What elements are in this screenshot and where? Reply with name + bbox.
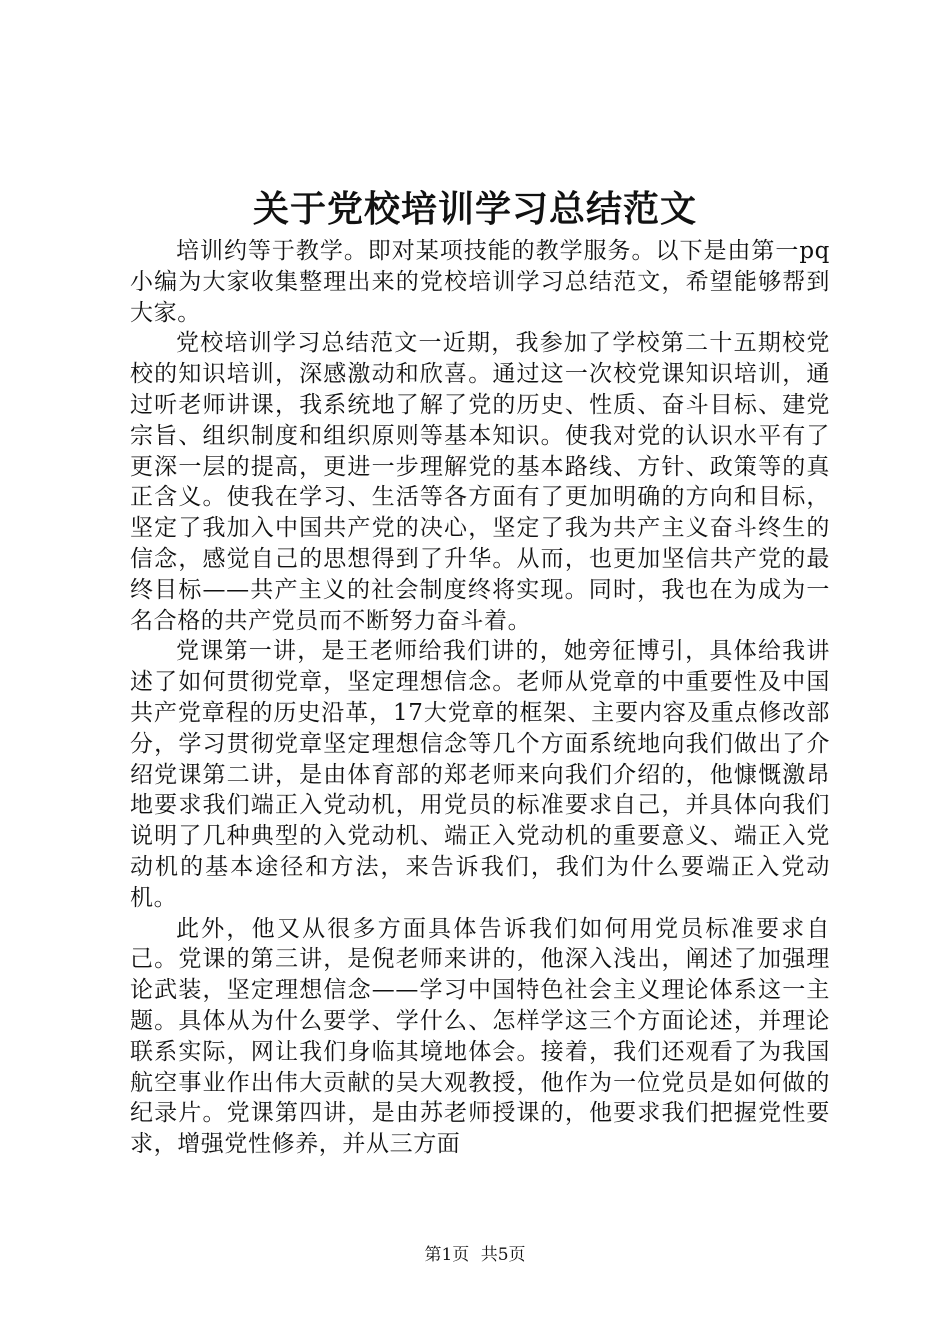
- page-number: 第1页: [424, 1245, 470, 1265]
- paragraph-lecture-three-four: 此外，他又从很多方面具体告诉我们如何用党员标准要求自己。党课的第三讲，是倪老师来讲的，他深入浅出，阐述了加强理论武装，坚定理想信念——学习中国特色社会主义理论体系这一主题。具体从为什么要学、学什么、怎样学这三个方面论述，并理论联系实际，网让我们身临其境地体会。接着，我们还观看了为我国航空事业作出伟大贡献的吴大观教授，他作为一位党员是如何做的纪录片。党课第四讲，是由苏老师授课的，他要求我们把握党性要求，增强党性修养，并从三方面: [130, 915, 830, 1158]
- paragraph-sample-one: 党校培训学习总结范文一近期，我参加了学校第二十五期校党校的知识培训，深感激动和欣喜。通过这一次校党课知识培训，通过听老师讲课，我系统地了解了党的历史、性质、奋斗目标、建党宗旨、组织制度和组织原则等基本知识。使我对党的认识水平有了更深一层的提高，更进一步理解党的基本路线、方针、政策等的真正含义。使我在学习、生活等各方面有了更加明确的方向和目标，坚定了我加入中国共产党的决心，坚定了我为共产主义奋斗终生的信念，感觉自己的思想得到了升华。从而，也更加坚信共产党的最终目标——共产主义的社会制度终将实现。同时，我也在为成为一名合格的共产党员而不断努力奋斗着。: [130, 330, 830, 634]
- page-total: 共5页: [480, 1245, 526, 1265]
- document-title: 关于党校培训学习总结范文: [252, 188, 697, 230]
- paragraph-lecture-one-two: 党课第一讲，是王老师给我们讲的，她旁征博引，具体给我讲述了如何贯彻党章，坚定理想信念。老师从党章的中重要性及中国共产党章程的历史沿革，17大党章的框架、主要内容及重点修改部分，学习贯彻党章坚定理想信念等几个方面系统地向我们做出了介绍党课第二讲，是由体育部的郑老师来向我们介绍的，他慷慨激昂地要求我们端正入党动机，用党员的标准要求自己，并具体向我们说明了几种典型的入党动机、端正入党动机的重要意义、端正入党动机的基本途径和方法，来告诉我们，我们为什么要端正入党动机。: [130, 638, 830, 911]
- page-footer: [0, 1244, 950, 1266]
- paragraph-intro: 培训约等于教学。即对某项技能的教学服务。以下是由第一pq小编为大家收集整理出来的党校培训学习总结范文，希望能够帮到大家。: [130, 238, 830, 326]
- document-body: [130, 236, 830, 1160]
